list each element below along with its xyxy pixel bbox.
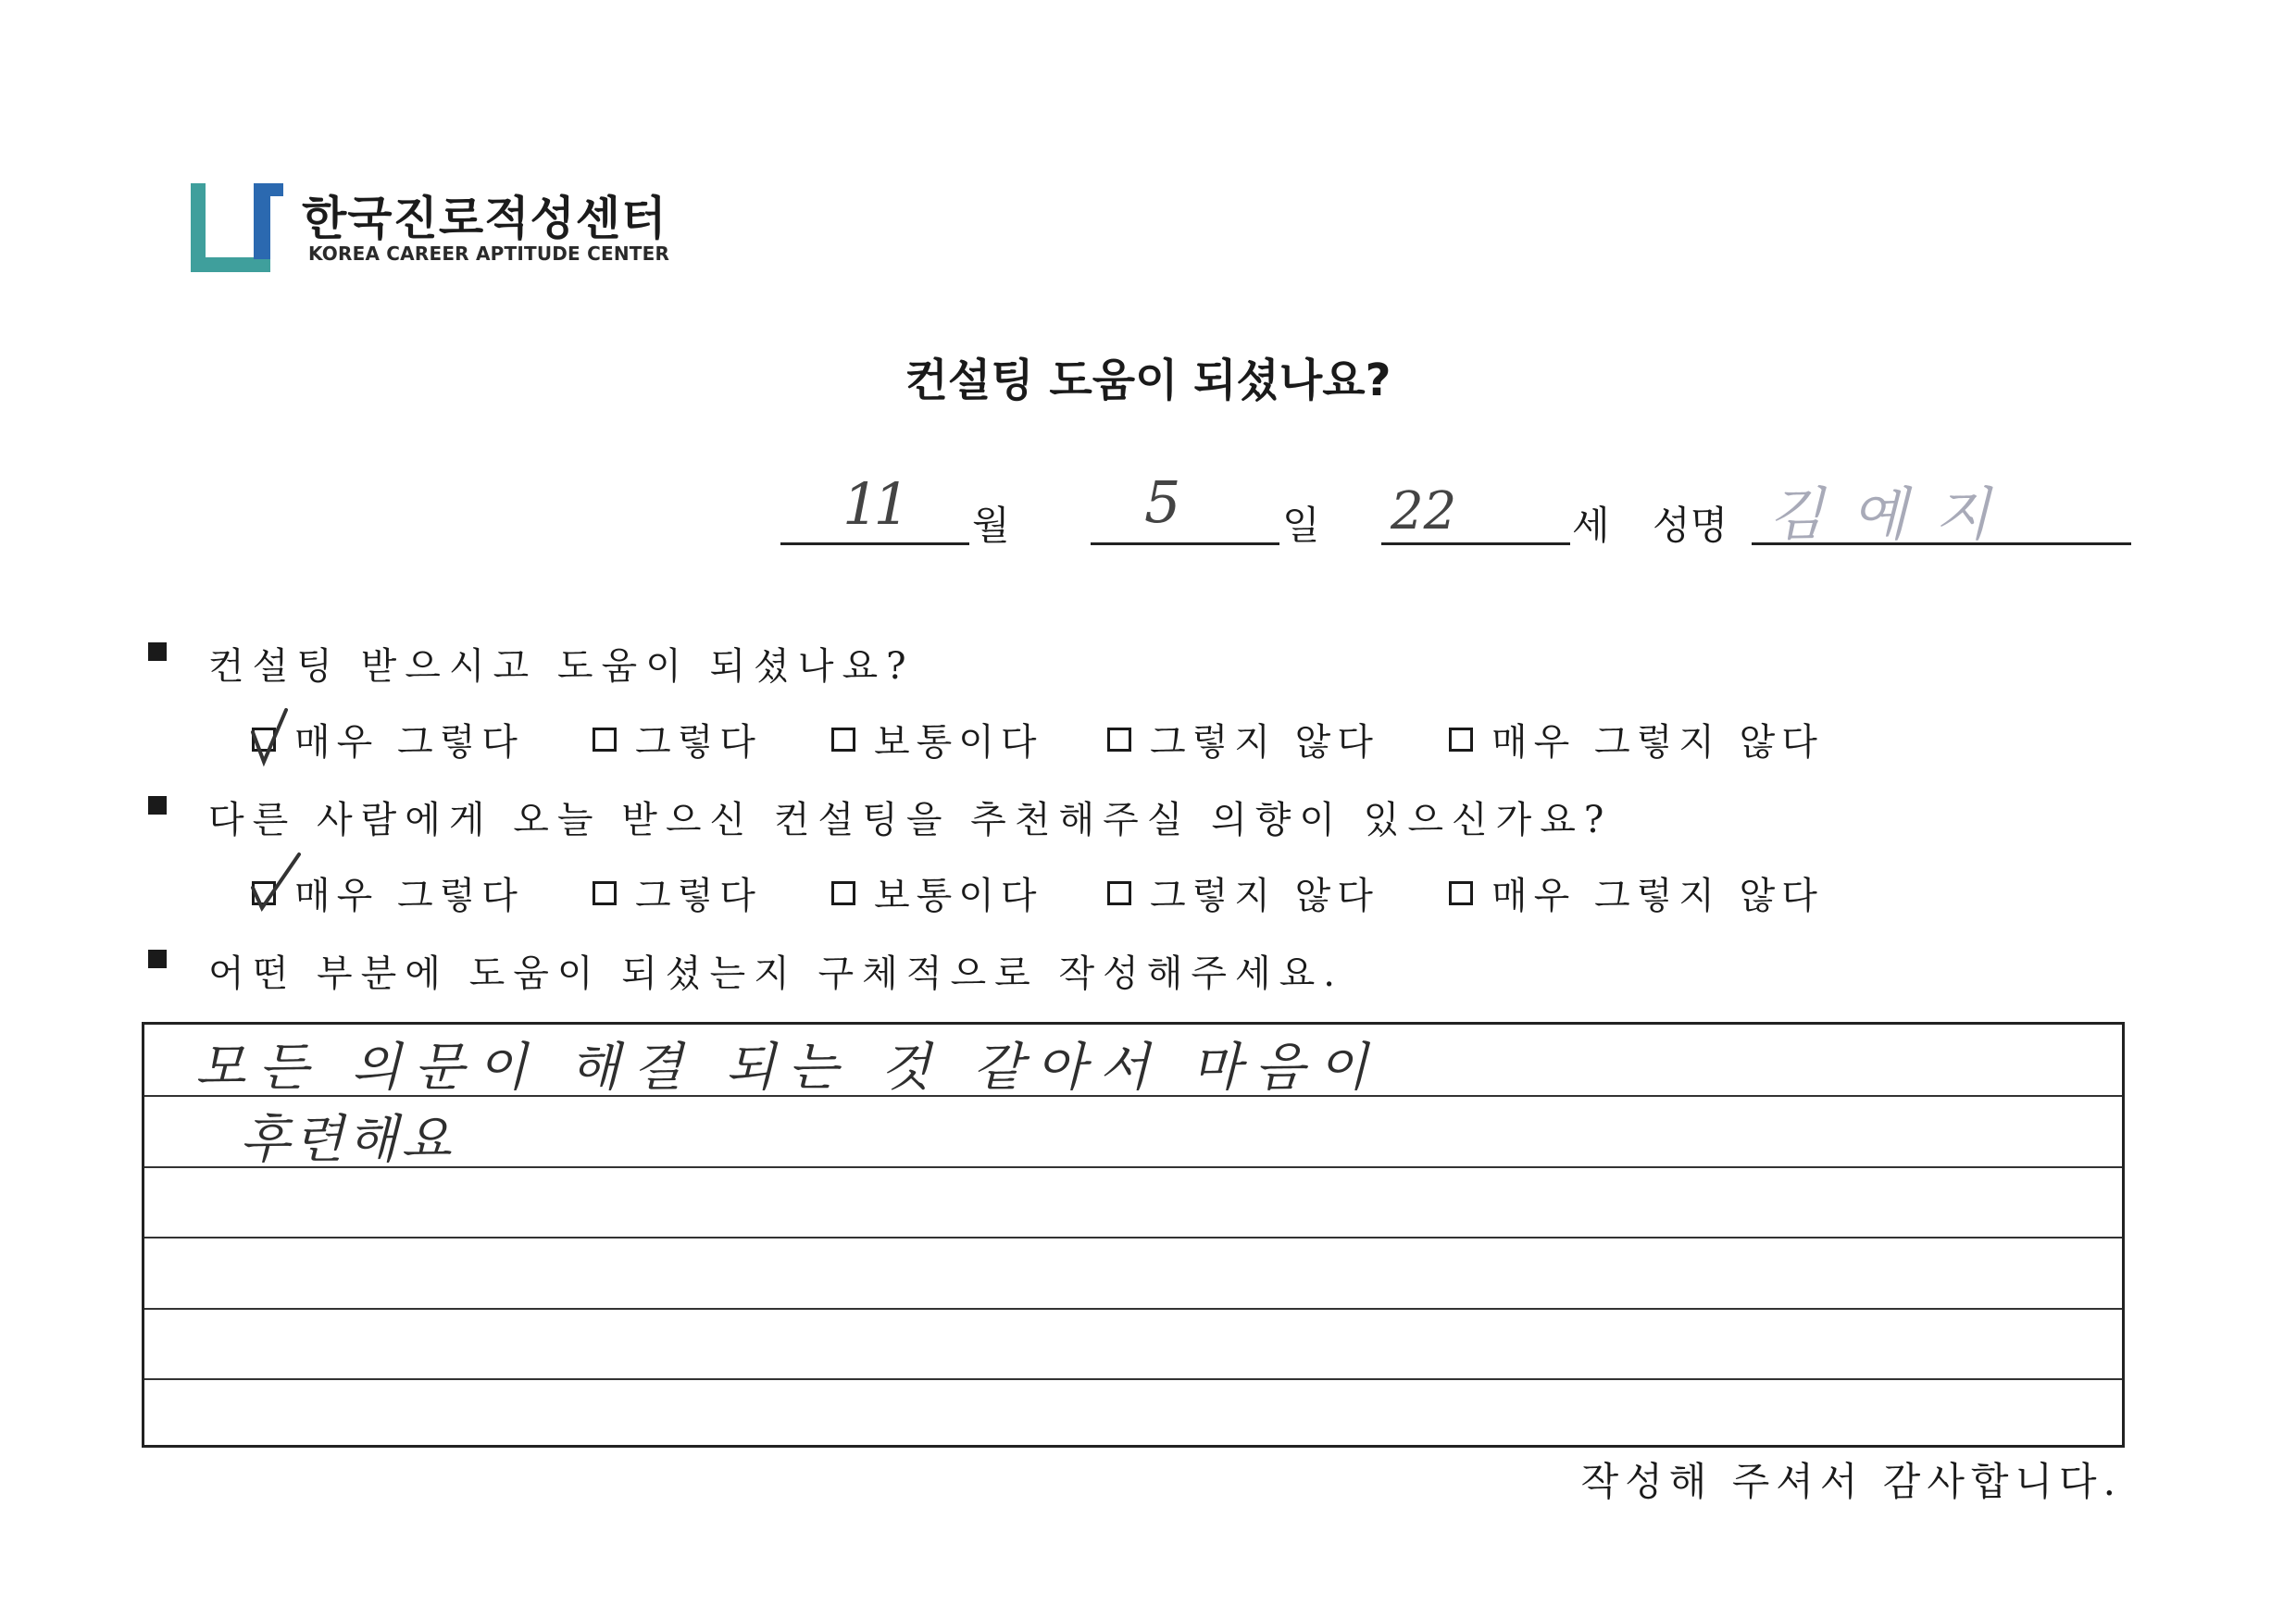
q2-option-neutral[interactable] xyxy=(831,866,1043,919)
center-name-english: KOREA CAREER APTITUDE CENTER xyxy=(308,243,670,265)
option-label: 매우 그렇다 xyxy=(294,875,524,917)
q1-option-agree[interactable] xyxy=(593,713,762,765)
answer-textarea[interactable] xyxy=(142,1022,2125,1448)
q2-option-very-disagree[interactable] xyxy=(1449,866,1824,919)
checkbox[interactable] xyxy=(252,881,276,905)
checkbox[interactable] xyxy=(593,728,617,752)
checkmark-icon xyxy=(249,851,305,915)
q2-option-disagree[interactable] xyxy=(1107,866,1379,919)
checkbox[interactable] xyxy=(1449,728,1473,752)
age-underline xyxy=(1381,542,1570,545)
q1-option-very-agree[interactable] xyxy=(252,713,524,765)
question-text: 다른 사람에게 오늘 받으신 컨설팅을 추천해주실 의향이 있으신가요? xyxy=(208,799,1613,841)
option-label: 그렇지 않다 xyxy=(1150,721,1379,764)
option-label: 매우 그렇지 않다 xyxy=(1491,875,1824,917)
month-label: 월 xyxy=(972,503,1010,548)
checkbox[interactable] xyxy=(1107,881,1131,905)
checkbox[interactable] xyxy=(252,728,276,752)
checkbox[interactable] xyxy=(593,881,617,905)
center-logo-icon xyxy=(191,183,283,272)
month-value[interactable]: 11 xyxy=(842,470,905,538)
checkbox[interactable] xyxy=(1107,728,1131,752)
name-value[interactable]: 김예지 xyxy=(1768,480,2018,548)
age-value[interactable]: 22 xyxy=(1391,481,1457,541)
day-underline xyxy=(1091,542,1279,545)
option-label: 보통이다 xyxy=(874,875,1043,917)
question-text: 어떤 부분에 도움이 되셨는지 구체적으로 작성해주세요. xyxy=(208,952,1344,995)
q1-option-neutral[interactable] xyxy=(831,713,1043,765)
option-label: 보통이다 xyxy=(874,721,1043,764)
form-title: 컨설팅 도움이 되셨나요? xyxy=(905,355,1391,406)
name-label: 성명 xyxy=(1653,503,1728,548)
option-label: 그렇다 xyxy=(635,721,762,764)
option-label: 매우 그렇다 xyxy=(294,721,524,764)
age-label: 세 xyxy=(1572,503,1610,548)
ruled-line xyxy=(144,1237,2122,1238)
thank-you-note: 작성해 주셔서 감사합니다. xyxy=(1580,1459,2122,1504)
checkmark-icon xyxy=(249,704,293,769)
option-label: 그렇지 않다 xyxy=(1150,875,1379,917)
day-value[interactable]: 5 xyxy=(1144,468,1181,536)
question-text: 컨설팅 받으시고 도움이 되셨나요? xyxy=(208,645,915,688)
month-underline xyxy=(780,542,969,545)
day-label: 일 xyxy=(1282,503,1320,548)
option-label: 매우 그렇지 않다 xyxy=(1491,721,1824,764)
q2-option-agree[interactable] xyxy=(593,866,762,919)
checkbox[interactable] xyxy=(831,881,855,905)
question-bullet xyxy=(148,796,167,815)
ruled-line xyxy=(144,1378,2122,1380)
option-label: 그렇다 xyxy=(635,875,762,917)
answer-line-1: 모든 의문이 해결 되는 것 같아서 마음이 xyxy=(195,1038,1381,1098)
center-name-korean: 한국진로적성센터 xyxy=(302,192,668,245)
answer-line-2: 후련해요 xyxy=(240,1110,455,1170)
question-bullet xyxy=(148,642,167,661)
question-bullet xyxy=(148,950,167,968)
q2-option-very-agree[interactable] xyxy=(252,866,524,919)
q1-option-very-disagree[interactable] xyxy=(1449,713,1824,765)
ruled-line xyxy=(144,1308,2122,1310)
checkbox[interactable] xyxy=(1449,881,1473,905)
checkbox[interactable] xyxy=(831,728,855,752)
q1-option-disagree[interactable] xyxy=(1107,713,1379,765)
